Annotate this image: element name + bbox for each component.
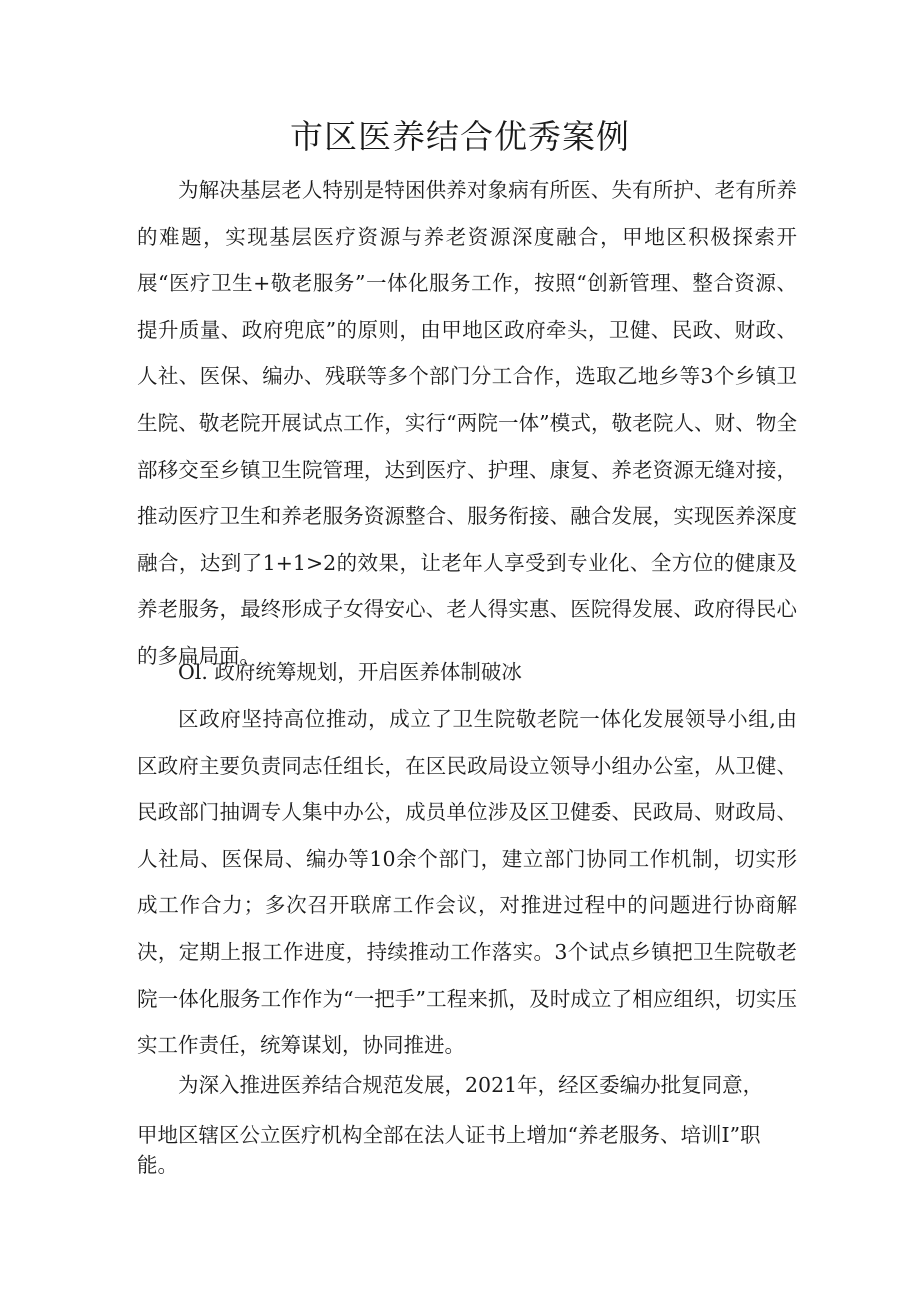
intro-paragraph: 为解决基层老人特别是特困供养对象病有所医、失有所护、老有所养的难题，实现基层医疗资源与养老资源深度融合，甲地区积极探索开展“医疗卫生+敬老服务”一体化服务工作，按照“创新管理、整合资源、提升质量、政府兜底”的原则，由甲地区政府牵头，卫健、民政、财政、人社、医保、编办、残联等多个部门分工合作，选取乙地乡等3个乡镇卫生院、敬老院开展试点工作，实行“两院一体”模式，敬老院人、财、物全部移交至乡镇卫生院管理，达到医疗、护理、康复、养老资源无缝对接，推动医疗卫生和养老服务资源整合、服务衔接、融合发展，实现医养深度融合，达到了1+1>2的效果，让老年人享受到专业化、全方位的健康及养老服务，最终形成子女得安心、老人得实惠、医院得发展、政府得民心的多扁局面。 xyxy=(137,178,797,668)
document-title: 市区医养结合优秀案例 xyxy=(290,117,630,156)
closing-line-2: 甲地区辖区公立医疗机构全部在法人证书上增加“养老服务、培训I”职能。 xyxy=(137,1123,761,1177)
section-paragraph: 区政府坚持高位推动，成立了卫生院敬老院一体化发展领导小组,由区政府主要负责同志任组长，在区民政局设立领导小组办公室，从卫健、民政部门抽调专人集中办公，成员单位涉及区卫健委、民政局、财政局、人社局、医保局、编办等10余个部门，建立部门协同工作机制，切实形成工作合力；多次召开联席工作会议，对推进过程中的问题进行协商解决，定期上报工作进度，持续推动工作落实。3个试点乡镇把卫生院敬老院一体化服务工作作为“一把手”工程来抓，及时成立了相应组织，切实压实工作责任，统筹谋划，协同推进。 xyxy=(137,707,797,1058)
section-heading: Ol. 政府统筹规划，开启医养体制破冰 xyxy=(178,660,522,684)
closing-line-1: 为深入推进医养结合规范发展，2021年，经区委编办批复同意， xyxy=(178,1073,764,1097)
